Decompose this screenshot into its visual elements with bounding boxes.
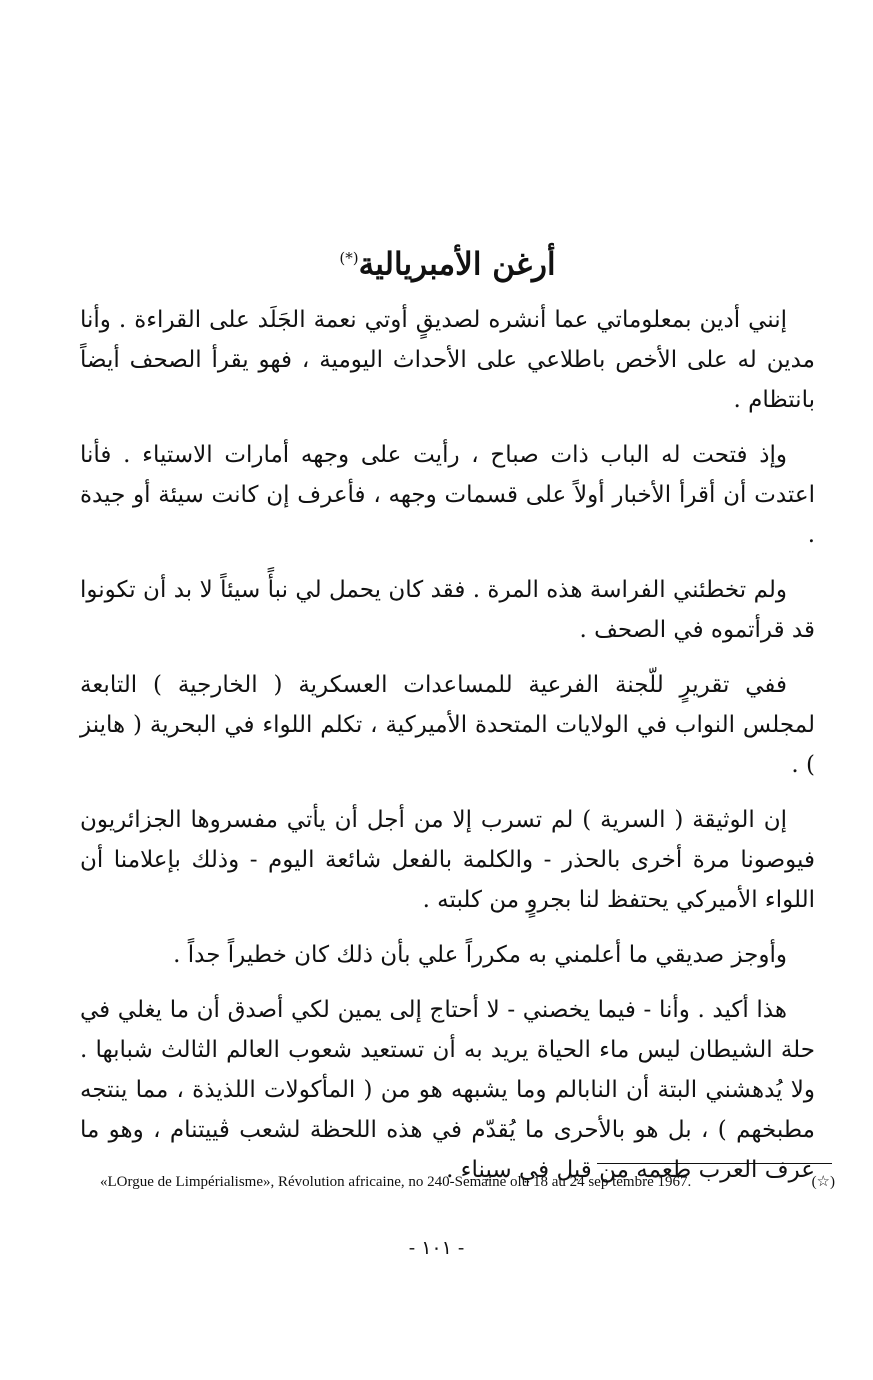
paragraph-7: هذا أكيد . وأنا - فيما يخصني - لا أحتاج إلى يمين لكي أصدق أن ما يغلي في حلة الشيطان ليس ماء الحياة يريد به أن تستعيد شعوب العالم الثالث شبابها . ولا يُدهشني البتة أن النابالم وما يشبهه هو من ( المأكولات اللذيذة ، مما ينتجه مطبخهم ) ، بل هو بالأحرى ما يُقدّم في هذه اللحظة لشعب ڤييتنام ، وهو ما عرف العرب طعمه من قبل في سيناء . — [80, 997, 815, 1183]
paragraph-4: ففي تقريرٍ للّجنة الفرعية للمساعدات العسكرية ( الخارجية ) التابعة لمجلس النواب في الولايات المتحدة الأميركية ، تكلم اللواء في البحرية ( هاينز ) . — [80, 672, 815, 778]
page-title — [80, 235, 815, 287]
paragraph-5: إن الوثيقة ( السرية ) لم تسرب إلا من أجل أن يأتي مفسروها الجزائريون فيوصونا مرة أخرى بالحذر - والكلمة بالفعل شائعة اليوم - وذلك بإعلامنا أن اللواء الأميركي يحتفظ لنا بجروٍ من كلبته . — [80, 807, 815, 913]
title-text: أرغن الأمبريالية — [358, 246, 556, 283]
paragraph-2: وإذ فتحت له الباب ذات صباح ، رأيت على وجهه أمارات الاستياء . فأنا اعتدت أن أقرأ الأخبار أولاً على قسمات وجهه ، فأعرف إن كانت سيئة أو جيدة . — [80, 442, 815, 548]
paragraph-3: ولم تخطئني الفراسة هذه المرة . فقد كان يحمل لي نبأً سيئاً لا بد أن تكونوا قد قرأتموه في الصحف . — [80, 577, 815, 643]
footnote-marker: (☆) — [811, 1174, 835, 1190]
body-text — [80, 300, 815, 1205]
title-footnote-marker: (*) — [339, 249, 359, 267]
paragraph-6: وأوجز صديقي ما أعلمني به مكرراً علي بأن ذلك كان خطيراً جداً . — [173, 942, 787, 968]
footnote-text: «LOrgue de Limpérialisme», Révolution africaine, no 240-Semaine olu 18 au 24 sep tembre 1967. — [100, 1174, 692, 1190]
paragraph-1: إنني أدين بمعلوماتي عما أنشره لصديقٍ أوتي نعمة الجَلَد على القراءة . وأنا مدين له على الأخص باطلاعي على الأحداث اليومية ، فهو يقرأ الصحف أيضاً بانتظام . — [80, 307, 815, 413]
footnote — [100, 1170, 835, 1194]
footnote-divider — [597, 1163, 832, 1164]
page-number: - ١٠١ - — [408, 1237, 465, 1259]
